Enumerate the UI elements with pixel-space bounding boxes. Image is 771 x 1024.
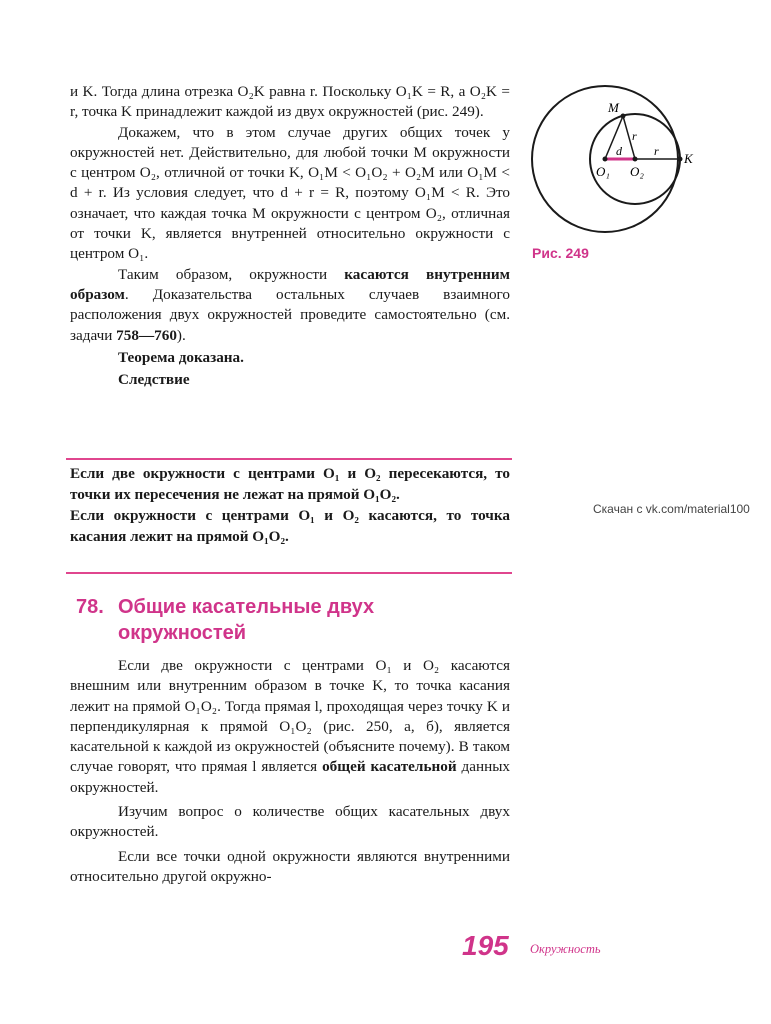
point-O1 xyxy=(603,157,608,162)
running-head: Окружность xyxy=(530,942,601,956)
label-O2: O₂ xyxy=(630,164,644,179)
sp1-text: Если две окружности с центрами O₁ и O₂ касаются внешним или внутренним образом в точке K, то точка касания лежит на прямой O₁O₂. Тогда прямая l, проходящая через точку K и перпендикулярная к прямой O₁O₂ (рис. 250, а, б), является касательной к каждой из окружностей (объясните почему). В таком случае говорят, что прямая l является xyxy=(70,657,510,776)
figure-249 xyxy=(526,82,706,242)
label-K: K xyxy=(684,151,693,166)
p3-end: ). xyxy=(176,326,186,344)
p3-task-refs: 758—760 xyxy=(116,326,177,344)
point-K xyxy=(678,157,683,162)
paragraph-3 xyxy=(70,265,510,346)
section-title: Общие касательные двух окружностей xyxy=(118,596,375,644)
sp1-bold-term: общей касательной xyxy=(322,758,457,776)
section-paragraph-1 xyxy=(70,656,510,798)
corollary-top-rule xyxy=(66,458,512,460)
paragraph-2: Докажем, что в этом случае других общих точек у окружностей нет. Действительно, для любой точки M окружности с центром O₂, отличной от точки K, O₁M < O₁O₂ + O₂M или O₁M < d + r. Из условия следует, что d + r = R, поэтому O₁M < R. Это означает, что каждая точка M окружности с центром O₂, отличная от точки K, является внутренней относительно окружности с центром O₁. xyxy=(70,123,510,263)
section-text-block xyxy=(70,656,510,887)
point-M xyxy=(621,114,626,119)
figure-caption: Рис. 249 xyxy=(532,245,589,261)
p3-bold-term: касаются внутренним образом xyxy=(70,265,510,303)
sp1-end: данных окружностей. xyxy=(70,758,511,796)
corollary-line-2: Если окружности с центрами O₁ и O₂ касаются, то точка касания лежит на прямой O₁O₂. xyxy=(70,507,510,545)
section-number: 78. xyxy=(76,596,104,618)
point-O2 xyxy=(633,157,638,162)
corollary-heading: Следствие xyxy=(118,371,190,389)
corollary-bottom-rule xyxy=(66,572,512,574)
corollary-line-1: Если две окружности с центрами O₁ и O₂ пересекаются, то точки их пересечения не лежат на прямой O₁O₂. xyxy=(70,465,510,503)
paragraph-1: и K. Тогда длина отрезка O₂K равна r. Поскольку O₁K = R, а O₂K = r, точка K принадлежит каждой из двух окружностей (рис. 249). xyxy=(70,83,510,121)
section-paragraph-3: Если все точки одной окружности являются внутренними относительно другой окружно- xyxy=(70,847,510,885)
p3-prefix: Таким образом, окружности xyxy=(118,265,345,283)
label-r-upper: r xyxy=(632,129,637,143)
watermark: Скачан с vk.com/material100 xyxy=(593,502,750,516)
section-paragraph-2: Изучим вопрос о количестве общих касательных двух окружностей. xyxy=(70,803,510,841)
top-text-block xyxy=(70,82,510,390)
label-M: M xyxy=(608,100,619,115)
label-O1: O₁ xyxy=(596,164,610,179)
theorem-proved: Теорема доказана. xyxy=(118,348,244,366)
label-d: d xyxy=(616,144,622,158)
corollary-block xyxy=(70,463,510,547)
page-number: 195 xyxy=(462,930,509,961)
label-r-right: r xyxy=(654,144,659,158)
p3-suffix: . Доказательства остальных случаев взаимного расположения двух окружностей проведите самостоятельно (см. задачи xyxy=(70,285,510,344)
